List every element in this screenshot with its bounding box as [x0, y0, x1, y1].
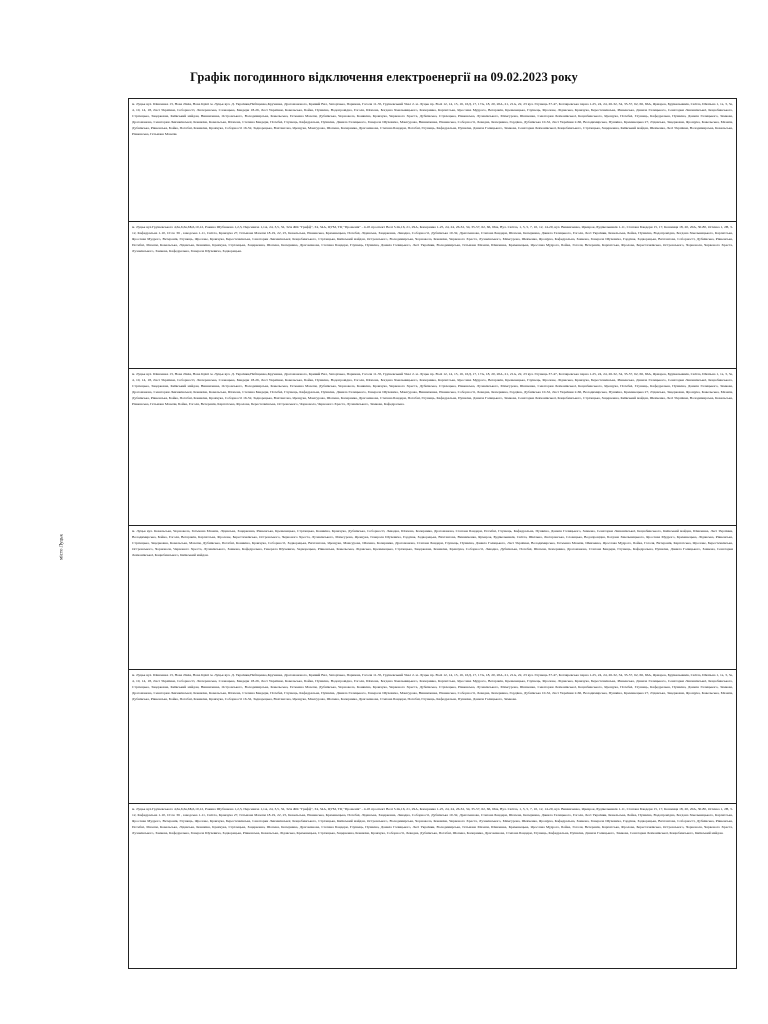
page-title: Графік погодинного відключення електроенергії на 09.02.2023 року: [190, 70, 578, 84]
address-list-cell: м. Луцьк вул.Грушевського 4,6а,6,6а,6Б,6,10,12, Рокина Шубчакова 1,2,3, Персевича 1,1А, 24, 3,5, 32, 32А ЖК "Грифф", 34, 34А, ЦУМ, ТЦ "Променів" - 4-45 проспект Волі 5-9а,16, 21, 29А, Коперника 1-25, 24, 24, 26-32, 34, 35-57, 62, 66, 66А, Вул. Світла, 1, 3, 5, 7, 10, 12, 14-20, вул. Винниченка, Ярмарок, Будівельників 1-11, Степана Бандери 15, 17, Кошинця 18, 20, 20А, 30-80, Огієнка 1, 2В, 3-12, Кафедральна 1-10, 10 по 36 , заводська 1-11, Світла, Кравчука 27, Гетьмана Мазепи 18-19, 22, 25, Ковельська, Рівненська, Кременецька, Потебні, Лідавська, Зацерковна, Левадна, Соборності, Дубнівська 10-32, Драгоманова, Степана Бандери, Шопена, Коперника, Данила Галицького, Гоголя, Лесі Українки, Ковельська, Бойка, Пушкіна, Водопровідна, Богдана Хмельницького, Карпатська, Ярослава Мудрого, Ветеранів, Глушець, Фролове, Кравчука, Берестечківська, Сенаторки Левчанівської, Коцюбинського, Стрілецька, Київський майдан, Островського, Володимирська, Чорновола, Конякіна, Червоного Хреста, Лучаківського, Мамсурова, Шевченка, Ярощука, Кафедральна, Замкова, Генерала Шухевича, Гордіюк, Задворецька, Вахтангова, Соборності, Дубнівська, Рівненська, Потебні, Мазепи, Ковельська, Лідавська, Конякіна, Кравчука, Стрілецька, Зацерковна, Шопена, Коперника, Драгоманова, Степана Бандери, Глушець, Пушкіна, Данила Галицького, Лесі Українки, Володимирська, Гетьмана Мазепи, Шевченка, Кременецька, Ярослава Мудрого, Бойка, Гоголя, Ветеранів, Карпатська, Фролове, Берестечківська, Островського, Чорновола, Червоного Хреста, Лучаківського, Замкова, Кафедральна, Генерала Шухевича, Задворецька, Рівненська, Ковельська, Лідавська, Кременецька, Стрілецька, Зацерковна, Конякіна, Кравчука, Соборності, Левадна, Дубнівська, Потебні, Шопена, Коперника, Драгоманова, Степана Бандери, Глушець, Кафедральна, Пушкіна, Данила Галицького, Замкова, Сенаторки Левчанівської, Коцюбинського, Київський майдан.: [129, 804, 737, 969]
schedule-table: [128, 98, 737, 969]
table-row: [129, 222, 737, 369]
address-list-cell: м. Луцьк вул. Шевченка 13, Нова Лінія, Нова Кріпі м. Луцьк вул. Д. Українки,Небіщенко,Кручинка, Драгоманового, Кривий Вал, Запорізька, Парижна, Гоголя 11-35, Грушевський Увал 2. м. Луцьк пр. Волі 12, 14, 15, 16, 16Д, 17, 17А, 18, 20, 20А, 21, 21А, 22, 23 вул. Глушець 37-47, Котляревська парна 1-25, 24, 24, 26-32, 34, 35-57, 62, 66, 66А, Ярмарок, Будівельників, Світла, Шкільна 1, 1а, 3, 3а, 4, 10, 14, 18, Лесі Українки, Соборності, Лютеранська, Словацька, Бандери 18-26, Лесі Українки, Ковельська, Бойка, Пушкіна, Водопровідна, Гоголя, Шопена, Богдана Хмельницького, Коперника, Карпатська, Ярослава Мудрого, Ветеранів, Кременецька, Глушець, Фролове, Лідавська, Кравчука, Берестечківська, Рівненська, Данила Галицького, Сенаторки Левчанівської, Коцюбинського, Стрілецька, Зацерковна, Київський майдан, Винниченка, Островського, Володимирська, Ковельська, Гетьмана Мазепи, Дубнівська, Чорновола, Конякіна, Кравчука, Червоного Хреста, Дубнівська, Стрілецька, Рівненська, Лучаківського, Мамсурова, Шевченка, Сенаторки Левчанівської, Коцюбинського, Ярощука, Потебні, Глушець, Кафедральна, Пушкіна, Данила Галицького, Замкова, Драгоманова, Сенаторки Левчанівської, Конякіна, Ковельська, Шопена, Степана Бандери, Потебні, Глушець, Кафедральна, Пушкіна, Данила Галицького, Генерала Шухевича, Мамсурова, Винниченка, Рівненська, Соборності, Левадна, Коперника, Гордіюк, Дубнівська 10-32, Лесі Українки 2-66, Володимирська, Пушкіна, Кременецька 27, Лідавська, Зацерковна, Ярощука, Ковельська, Мазепи, Дубнівська, Рівненська, Бойка, Потебні, Конякіна, Кравчука, Соборності 16-32, Задворецька, Вахтангова, Ярощука, Мамсурова, Шопена, Коперника, Драгоманова, Степана Бандери, Потебні, Глушець, Кафедральна, Пушкіна, Данила Галицького, Замкова, Сенаторки Левчанівської, Коцюбинського, Стрілецька, Зацерковна, Київський майдан, Шевченка, Лесі Українки, Володимирська, Ковельська, Рівненська, Гетьмана Мазепи.: [129, 99, 737, 222]
address-list-cell: м. Луцьк вул.Грушевського 4,6а,6,6а,6Б,6,10,12, Рокина Шубчакова 1,2,3, Персевича 1,1А, 24, 3,5, 32, 32А ЖК "Грифф", 34, 34А, ЦУМ, ТЦ "Променів" - 4-45 проспект Волі 5-9а,16, 21, 29А, Коперника 1-25, 24, 24, 26-32, 34, 35-57, 62, 66, 66А, Вул. Світла, 1, 3, 5, 7, 10, 12, 14-20, вул. Винниченка, Ярмарок, Будівельників 1-11, Степана Бандери 15, 17, Кошинця 18, 20, 20А, 30-80, Огієнка 1, 2В, 3-12, Кафедральна 1-10, 10 по 36 , заводська 1-11, Світла, Кравчука 27, Гетьмана Мазепи 18-19, 22, 25, Ковельська, Рівненська, Кременецька, Потебні, Лідавська, Зацерковна, Левадна, Соборності, Дубнівська 10-32, Драгоманова, Степана Бандери, Шопена, Коперника, Данила Галицького, Гоголя, Лесі Українки, Ковельська, Бойка, Пушкіна, Водопровідна, Богдана Хмельницького, Карпатська, Ярослава Мудрого, Ветеранів, Глушець, Фролове, Кравчука, Берестечківська, Сенаторки Левчанівської, Коцюбинського, Стрілецька, Київський майдан, Островського, Володимирська, Чорновола, Конякіна, Червоного Хреста, Лучаківського, Мамсурова, Шевченка, Ярощука, Кафедральна, Замкова, Генерала Шухевича, Гордіюк, Задворецька, Вахтангова, Соборності, Дубнівська, Рівненська, Потебні, Мазепи, Ковельська, Лідавська, Конякіна, Кравчука, Стрілецька, Зацерковна, Шопена, Коперника, Драгоманова, Степана Бандери, Глушець, Пушкіна, Данила Галицького, Лесі Українки, Володимирська, Гетьмана Мазепи, Шевченка, Кременецька, Ярослава Мудрого, Бойка, Гоголя, Ветеранів, Карпатська, Фролове, Берестечківська, Островського, Чорновола, Червоного Хреста, Лучаківського, Замкова, Кафедральна, Генерала Шухевича, Задворецька.: [129, 222, 737, 369]
table-row: [129, 670, 737, 804]
city-label: місто Луцьк: [59, 534, 65, 560]
address-list-cell: м. Луцьк вул. Шевченка 13, Нова Лінія, Нова Кріпі м. Луцьк вул. Д. Українки,Небіщенко,Кручинка, Драгоманового, Кривий Вал, Запорізька, Парижна, Гоголя 11-35, Грушевський Увал 2. м. Луцьк пр. Волі 12, 14, 15, 16, 16Д, 17, 17А, 18, 20, 20А, 21, 21А, 22, 23 вул. Глушець 37-47, Котляревська парна 1-25, 24, 24, 26-32, 34, 35-57, 62, 66, 66А, Ярмарок, Будівельників, Світла, Шкільна 1, 1а, 3, 3а, 4, 10, 14, 18, Лесі Українки, Соборності, Лютеранська, Словацька, Бандери 18-26, Лесі Українки, Ковельська, Бойка, Пушкіна, Водопровідна, Гоголя, Шопена, Богдана Хмельницького, Коперника, Карпатська, Ярослава Мудрого, Ветеранів, Кременецька, Глушець, Фролове, Лідавська, Кравчука, Берестечківська, Рівненська, Данила Галицького, Сенаторки Левчанівської, Коцюбинського, Стрілецька, Зацерковна, Київський майдан, Винниченка, Островського, Володимирська, Ковельська, Гетьмана Мазепи, Дубнівська, Чорновола, Конякіна, Кравчука, Червоного Хреста, Дубнівська, Стрілецька, Рівненська, Лучаківського, Мамсурова, Шевченка, Сенаторки Левчанівської, Коцюбинського, Ярощука, Потебні, Глушець, Кафедральна, Пушкіна, Данила Галицького, Замкова, Драгоманова, Сенаторки Левчанівської, Конякіна, Ковельська, Шопена, Степана Бандери, Потебні, Глушець, Кафедральна, Пушкіна, Данила Галицького, Генерала Шухевича, Мамсурова, Винниченка, Рівненська, Соборності, Левадна, Коперника, Гордіюк, Дубнівська 10-32, Лесі Українки 2-66, Володимирська, Пушкіна, Кременецька 27, Лідавська, Зацерковна, Ярощука, Ковельська, Мазепи, Дубнівська, Рівненська, Бойка, Потебні, Конякіна, Кравчука, Соборності 16-32, Задворецька, Вахтангова, Ярощука, Мамсурова, Шопена, Коперника, Драгоманова, Степана Бандери, Потебні, Глушець, Кафедральна, Пушкіна, Данила Галицького, Замкова.: [129, 670, 737, 804]
address-list-cell: м. Луцьк вул. Шевченка 13, Нова Лінія, Нова Кріпі м. Луцьк вул. Д. Українки,Небіщенко,Кручинка, Драгоманового, Кривий Вал, Запорізька, Парижна, Гоголя 11-35, Грушевський Увал 2. м. Луцьк пр. Волі 12, 14, 15, 16, 16Д, 17, 17А, 18, 20, 20А, 21, 21А, 22, 23 вул. Глушець 37-47, Котляревська парна 1-25, 24, 24, 26-32, 34, 35-57, 62, 66, 66А, Ярмарок, Будівельників, Світла, Шкільна 1, 1а, 3, 3а, 4, 10, 14, 18, Лесі Українки, Соборності, Лютеранська, Словацька, Бандери 18-26, Лесі Українки, Ковельська, Бойка, Пушкіна, Водопровідна, Гоголя, Шопена, Богдана Хмельницького, Коперника, Карпатська, Ярослава Мудрого, Ветеранів, Кременецька, Глушець, Фролове, Лідавська, Кравчука, Берестечківська, Рівненська, Данила Галицького, Сенаторки Левчанівської, Коцюбинського, Стрілецька, Зацерковна, Київський майдан, Винниченка, Островського, Володимирська, Ковельська, Гетьмана Мазепи, Дубнівська, Чорновола, Конякіна, Кравчука, Червоного Хреста, Дубнівська, Стрілецька, Рівненська, Лучаківського, Мамсурова, Шевченка, Сенаторки Левчанівської, Коцюбинського, Ярощука, Потебні, Глушець, Кафедральна, Пушкіна, Данила Галицького, Замкова, Драгоманова, Сенаторки Левчанівської, Конякіна, Ковельська, Шопена, Степана Бандери, Потебні, Глушець, Кафедральна, Пушкіна, Данила Галицького, Генерала Шухевича, Мамсурова, Винниченка, Рівненська, Соборності, Левадна, Коперника, Гордіюк, Дубнівська 10-32, Лесі Українки 2-66, Володимирська, Пушкіна, Кременецька 27, Лідавська, Зацерковна, Ярощука, Ковельська, Мазепи, Дубнівська, Рівненська, Бойка, Потебні, Конякіна, Кравчука, Соборності 16-32, Задворецька, Вахтангова, Ярощука, Мамсурова, Шопена, Коперника, Драгоманова, Степана Бандери, Потебні, Глушець, Кафедральна, Пушкіна, Данила Галицького, Замкова, Сенаторки Левчанівської, Коцюбинського, Стрілецька, Зацерковна, Київський майдан, Шевченка, Лесі Українки, Володимирська, Ковельська, Рівненська, Гетьмана Мазепи, Бойка, Гоголя, Ветеранів, Карпатська, Фролове, Берестечківська, Островського, Чорновола, Червоного Хреста, Лучаківського, Замкова, Кафедральна.: [129, 369, 737, 526]
table-row: [129, 526, 737, 670]
table-row: [129, 369, 737, 526]
table-row: [129, 99, 737, 222]
table-row: [129, 804, 737, 969]
address-list-cell: м. Луцьк вул. Ковельська, Чорновола, Гетьмана Мазепи, Лідавська, Зацерковна, Рівненська, Кременецька, Стрілецька, Конякіна, Кравчука, Дубнівська, Соборності, Левадна, Шопена, Коперника, Драгоманова, Степана Бандери, Потебні, Глушець, Кафедральна, Пушкіна, Данила Галицького, Замкова, Сенаторки Левчанівської, Коцюбинського, Київський майдан, Шевченка, Лесі Українки, Володимирська, Бойка, Гоголя, Ветеранів, Карпатська, Фролове, Берестечківська, Островського, Червоного Хреста, Лучаківського, Мамсурова, Ярощука, Генерала Шухевича, Гордіюк, Задворецька, Вахтангова, Винниченка, Ярмарок, Будівельників, Світла, Шкільна, Лютеранська, Словацька, Водопровідна, Богдана Хмельницького, Ярослава Мудрого, Кременецька, Лідавська, Рівненська, Стрілецька, Зацерковна, Ковельська, Мазепи, Дубнівська, Потебні, Конякіна, Кравчука, Соборності, Задворецька, Вахтангова, Ярощука, Мамсурова, Шопена, Коперника, Драгоманова, Степана Бандери, Глушець, Пушкіна, Данила Галицького, Лесі Українки, Володимирська, Гетьмана Мазепи, Шевченка, Ярослава Мудрого, Бойка, Гоголя, Ветеранів, Карпатська, Фролове, Берестечківська, Островського, Чорновола, Червоного Хреста, Лучаківського, Замкова, Кафедральна, Генерала Шухевича, Задворецька, Рівненська, Ковельська, Лідавська, Кременецька, Стрілецька, Зацерковна, Конякіна, Кравчука, Соборності, Левадна, Дубнівська, Потебні, Шопена, Коперника, Драгоманова, Степана Бандери, Глушець, Кафедральна, Пушкіна, Данила Галицького, Замкова, Сенаторки Левчанівської, Коцюбинського, Київський майдан.: [129, 526, 737, 670]
schedule-table-wrapper: [58, 98, 733, 969]
